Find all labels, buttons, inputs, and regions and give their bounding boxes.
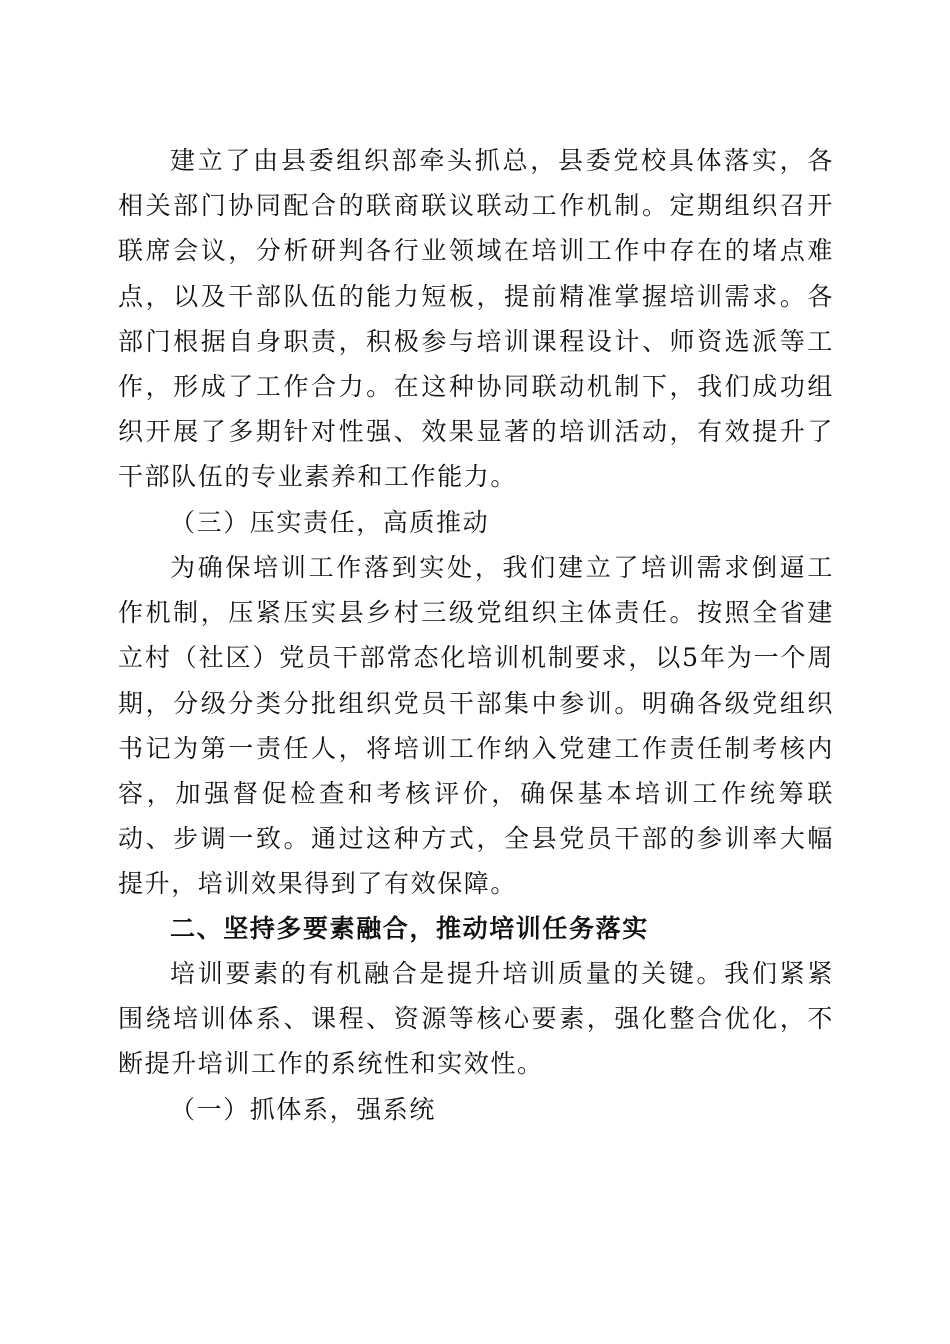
paragraph-integration: 培训要素的有机融合是提升培训质量的关键。我们紧紧围绕培训体系、课程、资源等核心要素，强化整合优化，不断提升培训工作的系统性和实效性。 [118,959,834,1079]
paragraph-responsibility: 为确保培训工作落到实处，我们建立了培训需求倒逼工作机制，压紧压实县乡村三级党组织主体责任。按照全省建立村（社区）党员干部常态化培训机制要求，以5年为一个周期，分级分类分批组织党员干部集中参训。明确各级党组织书记为第一责任人，将培训工作纳入党建工作责任制考核内容，加强督促检查和考核评价，确保基本培训工作统筹联动、步调一致。通过这种方式，全县党员干部的参训率大幅提升，培训效果得到了有效保障。 [118,553,834,899]
paragraph-mechanism: 建立了由县委组织部牵头抓总，县委党校具体落实，各相关部门协同配合的联商联议联动工作机制。定期组织召开联席会议，分析研判各行业领域在培训工作中存在的堵点难点，以及干部队伍的能力短板，提前精准掌握培训需求。各部门根据自身职责，积极参与培训课程设计、师资选派等工作，形成了工作合力。在这种协同联动机制下，我们成功组织开展了多期针对性强、效果显著的培训活动，有效提升了干部队伍的专业素养和工作能力。 [118,146,834,492]
subheading-responsibility: （三）压实责任，高质推动 [170,508,490,537]
section-heading-integration: 二、坚持多要素融合，推动培训任务落实 [170,914,649,943]
subheading-system: （一）抓体系，强系统 [170,1095,437,1124]
